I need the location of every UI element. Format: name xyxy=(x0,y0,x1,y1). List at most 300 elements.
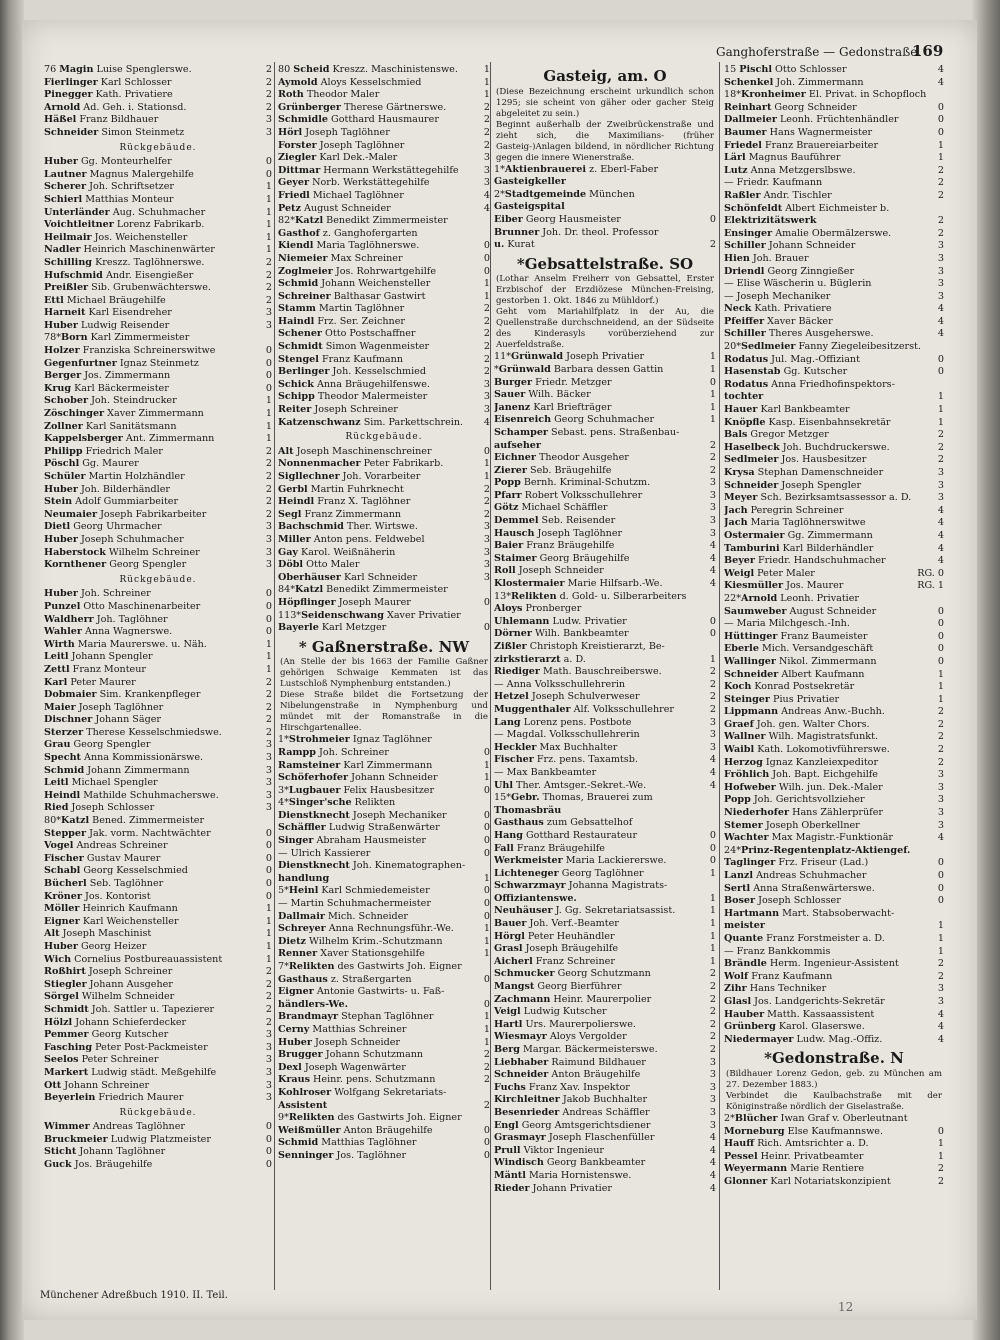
resident-name: Janenz Karl Briefträger xyxy=(494,401,612,413)
resident-name: 113*Seidenschwang Xaver Privatier xyxy=(278,609,461,621)
resident-entry xyxy=(494,189,716,202)
resident-entry xyxy=(278,165,490,178)
floor-number: 3 xyxy=(265,1029,272,1041)
resident-name: Schmucker Georg Schutzmann xyxy=(494,968,651,980)
floor-number: 1 xyxy=(265,408,272,420)
floor-number: 3 xyxy=(709,1069,716,1081)
floor-number: 2 xyxy=(265,991,272,1003)
resident-entry xyxy=(724,1021,944,1034)
floor-number: 2 xyxy=(265,496,272,508)
resident-name: Zollner Karl Sanitätsmann xyxy=(44,420,177,432)
floor-number: 2 xyxy=(265,471,272,482)
resident-entry xyxy=(494,805,716,818)
resident-entry xyxy=(494,880,716,893)
resident-entry xyxy=(44,1159,272,1172)
floor-number: 3 xyxy=(265,764,272,776)
resident-entry xyxy=(494,389,716,402)
resident-entry xyxy=(44,878,272,891)
resident-name: Graef Joh. gen. Walter Chors. xyxy=(724,718,870,730)
resident-name: Bruckmeier Ludwig Platzmeister xyxy=(44,1133,211,1145)
floor-number xyxy=(487,860,490,873)
resident-entry xyxy=(494,616,716,629)
resident-entry xyxy=(44,181,272,194)
resident-entry xyxy=(278,102,490,115)
floor-number: 1 xyxy=(483,278,490,290)
resident-entry xyxy=(278,1062,490,1075)
resident-entry xyxy=(278,610,490,623)
resident-name: Forster Joseph Taglöhner xyxy=(278,139,405,151)
floor-number: 0 xyxy=(937,1125,944,1137)
resident-name: Fasching Peter Post-Packmeister xyxy=(44,1041,208,1053)
floor-number xyxy=(713,427,716,440)
resident-name: Zoglmeier Jos. Rohrwartgehilfe xyxy=(278,265,437,277)
resident-entry xyxy=(278,1100,490,1113)
floor-number: 2 xyxy=(265,1016,272,1028)
resident-entry xyxy=(494,691,716,704)
floor-number: 0 xyxy=(709,855,716,867)
floor-number: 3 xyxy=(265,1092,272,1104)
resident-name: — Joseph Mechaniker xyxy=(724,290,831,302)
resident-name: Philipp Friedrich Maler xyxy=(44,445,163,457)
resident-entry xyxy=(278,266,490,279)
resident-entry xyxy=(494,1094,716,1107)
resident-entry xyxy=(44,270,272,283)
floor-number: 2 xyxy=(937,731,944,743)
floor-number: 3 xyxy=(709,729,716,741)
floor-number xyxy=(941,593,944,606)
floor-number: 1 xyxy=(265,903,272,915)
street-heading: Gasteig, am. O xyxy=(543,67,667,85)
resident-entry xyxy=(724,883,944,896)
resident-name: Nadler Heinrich Maschinenwärter xyxy=(44,244,215,256)
resident-name: Holzer Franziska Schreinerswitwe xyxy=(44,345,216,357)
resident-name: Schiller Johann Schneider xyxy=(724,240,856,252)
resident-entry xyxy=(724,480,944,493)
resident-name: Dallmeier Leonh. Früchtenhändler xyxy=(724,114,899,126)
floor-number: 2 xyxy=(483,1074,490,1086)
resident-name: Haindl Frz. Ser. Zeichner xyxy=(278,315,405,327)
resident-name: Kraus Heinr. pens. Schutzmann xyxy=(278,1074,436,1086)
resident-entry xyxy=(278,228,490,241)
resident-name: Scherer Joh. Schriftsetzer xyxy=(44,181,174,193)
resident-entry xyxy=(44,828,272,841)
floor-number: 4 xyxy=(709,540,716,552)
directory-column-1 xyxy=(44,64,272,1172)
resident-entry xyxy=(278,471,490,484)
resident-entry xyxy=(724,253,944,266)
resident-name: Wich Cornelius Postbureauassistent xyxy=(44,953,223,965)
resident-name: Thomasbräu xyxy=(494,804,562,816)
resident-entry xyxy=(44,1080,272,1093)
resident-entry xyxy=(724,1163,944,1176)
resident-entry xyxy=(494,201,716,214)
resident-name: Baier Franz Bräugehilfe xyxy=(494,540,615,552)
street-note: (Bildhauer Lorenz Gedon, geb. zu München am 27. Dezember 1883.) xyxy=(726,1068,942,1090)
floor-number: 1 xyxy=(937,1138,944,1150)
resident-name: Schick Anna Bräugehilfenswe. xyxy=(278,378,430,390)
floor-number xyxy=(713,880,716,893)
resident-entry xyxy=(494,754,716,767)
floor-number: 2 xyxy=(483,114,490,126)
resident-name: Sertl Anna Straßenwärterswe. xyxy=(724,882,875,894)
floor-number: 2 xyxy=(709,993,716,1005)
floor-number: 0 xyxy=(937,605,944,617)
floor-number: 2 xyxy=(709,1018,716,1030)
floor-number: 1 xyxy=(265,193,272,205)
floor-number: 1 xyxy=(937,139,944,151)
resident-entry xyxy=(44,664,272,677)
resident-entry xyxy=(724,769,944,782)
floor-number: 2 xyxy=(483,1049,490,1061)
resident-name: Roth Theodor Maler xyxy=(278,89,380,101)
resident-name: Prull Viktor Ingenieur xyxy=(494,1144,604,1156)
floor-number: 3 xyxy=(937,781,944,793)
floor-number xyxy=(713,641,716,654)
resident-name: Huber Gg. Monteurhelfer xyxy=(44,156,172,168)
resident-name: Huber Georg Heizer xyxy=(44,940,147,952)
resident-name: Eisenreich Georg Schuhmacher xyxy=(494,414,655,426)
floor-number: 0 xyxy=(937,126,944,138)
resident-name: Aymold Aloys Kesselschmied xyxy=(278,76,422,88)
resident-name: Dischner Johann Säger xyxy=(44,714,162,726)
page-header xyxy=(700,42,960,62)
resident-entry xyxy=(724,845,944,858)
resident-name: — Franz Bankkommis xyxy=(724,945,831,957)
street-note: (An Stelle der bis 1663 der Familie Gaßner gehörigen Schwaige Kemmaten ist das Lustschloß Nymphenburg entstanden.) xyxy=(280,657,488,690)
resident-entry xyxy=(44,752,272,765)
street-heading: *Gebsattelstraße. SO xyxy=(516,254,694,273)
floor-number: 0 xyxy=(937,101,944,113)
resident-entry xyxy=(278,810,490,823)
resident-entry xyxy=(724,190,944,203)
floor-number: 4 xyxy=(709,1182,716,1194)
floor-number: 2 xyxy=(709,703,716,715)
floor-number: 1 xyxy=(265,928,272,940)
floor-number: 0 xyxy=(709,842,716,854)
resident-entry xyxy=(724,127,944,140)
resident-entry xyxy=(494,943,716,956)
resident-name: Boser Joseph Schlosser xyxy=(724,895,841,907)
resident-entry xyxy=(44,295,272,308)
floor-number xyxy=(941,203,944,216)
resident-entry xyxy=(44,433,272,446)
floor-number: 3 xyxy=(709,502,716,514)
resident-name: Dietz Wilhelm Krim.-Schutzmann xyxy=(278,935,443,947)
resident-entry xyxy=(44,509,272,522)
floor-number: 4 xyxy=(937,76,944,88)
resident-entry xyxy=(44,815,272,828)
resident-entry xyxy=(278,597,490,610)
resident-entry xyxy=(724,165,944,178)
resident-entry xyxy=(278,974,490,987)
resident-name: Weyermann Marie Rentiere xyxy=(724,1163,865,1175)
resident-name: Höpflinger Joseph Maurer xyxy=(278,596,411,608)
resident-entry xyxy=(278,404,490,417)
floor-number: 1 xyxy=(709,351,716,363)
resident-name: Grünberg Karol. Glaserswe. xyxy=(724,1021,865,1033)
floor-number: 0 xyxy=(265,1133,272,1145)
resident-entry xyxy=(44,1067,272,1080)
floor-number: 2 xyxy=(937,958,944,970)
resident-entry xyxy=(44,954,272,967)
resident-name: Roll Joseph Schneider xyxy=(494,565,604,577)
floor-number xyxy=(713,603,716,616)
resident-name: Staimer Georg Bräugehilfe xyxy=(494,552,630,564)
floor-number: 2 xyxy=(709,691,716,703)
resident-entry xyxy=(278,509,490,522)
resident-name: Friedl Michael Taglöhner xyxy=(278,189,404,201)
floor-number: 0 xyxy=(937,353,944,365)
resident-entry xyxy=(724,794,944,807)
resident-name: Hartl Urs. Maurerpolierswe. xyxy=(494,1018,636,1030)
floor-number: 1 xyxy=(483,76,490,88)
floor-number: 1 xyxy=(709,918,716,930)
floor-number: 3 xyxy=(265,559,272,571)
resident-name: Engl Georg Amtsgerichtsdiener xyxy=(494,1119,651,1131)
floor-number: 1 xyxy=(483,772,490,784)
resident-entry xyxy=(724,102,944,115)
resident-name: — Ulrich Kassierer xyxy=(278,847,371,859)
resident-name: Dexl Joseph Wagenwärter xyxy=(278,1061,406,1073)
resident-entry xyxy=(44,891,272,904)
floor-number: 0 xyxy=(483,835,490,847)
resident-entry xyxy=(278,747,490,760)
resident-entry xyxy=(278,547,490,560)
resident-entry xyxy=(278,1037,490,1050)
floor-number: 2 xyxy=(483,483,490,495)
resident-name: 18*Kronheimer El. Privat. in Schopfloch xyxy=(724,89,927,101)
floor-number: 0 xyxy=(483,998,490,1010)
floor-number xyxy=(487,734,490,747)
floor-number: 2 xyxy=(937,744,944,756)
floor-number: 1 xyxy=(483,471,490,482)
resident-entry xyxy=(494,164,716,177)
floor-number: 0 xyxy=(937,882,944,894)
floor-number: 0 xyxy=(265,600,272,612)
floor-number: 3 xyxy=(265,126,272,138)
resident-entry xyxy=(494,666,716,679)
resident-name: Eigner Antonie Gastwirts- u. Faß- xyxy=(278,986,445,998)
resident-name: Sterzer Therese Kesselschmiedswe. xyxy=(44,726,222,738)
resident-name: Dienstknecht Joh. Kinematographen- xyxy=(278,860,466,872)
resident-name: Schneider Anton Bräugehilfe xyxy=(494,1069,641,1081)
floor-number: 2 xyxy=(265,508,272,520)
resident-name: Zierer Seb. Bräugehilfe xyxy=(494,464,612,476)
resident-name: Schmid Johann Weichensteller xyxy=(278,278,431,290)
resident-entry xyxy=(44,714,272,727)
resident-entry xyxy=(44,979,272,992)
resident-entry xyxy=(724,203,944,216)
resident-name: Leitl Johann Spengler xyxy=(44,651,153,663)
floor-number: 0 xyxy=(265,345,272,357)
resident-name: Götz Michael Schäffler xyxy=(494,502,608,514)
resident-entry xyxy=(494,1120,716,1133)
resident-name: Sedlmeier Jos. Hausbesitzer xyxy=(724,454,867,466)
resident-name: Huber Joseph Schuhmacher xyxy=(44,533,184,545)
floor-number: 2 xyxy=(937,1175,944,1187)
floor-number: RG. 1 xyxy=(917,580,944,592)
floor-number: 2 xyxy=(483,315,490,327)
resident-entry xyxy=(278,622,490,635)
resident-name: Riediger Math. Bauschreiberswe. xyxy=(494,666,662,678)
floor-number: 4 xyxy=(937,529,944,541)
resident-entry xyxy=(724,568,944,581)
floor-number: 2 xyxy=(937,718,944,730)
floor-number: 1 xyxy=(937,668,944,680)
resident-entry xyxy=(278,64,490,77)
floor-number: 3 xyxy=(937,290,944,302)
floor-number xyxy=(487,797,490,810)
resident-name: 80*Katzl Bened. Zimmermeister xyxy=(44,815,205,827)
floor-number: 2 xyxy=(937,189,944,201)
floor-number: 2 xyxy=(265,458,272,470)
resident-entry xyxy=(44,458,272,471)
resident-name: Eiber Georg Hausmeister xyxy=(494,213,621,225)
resident-entry xyxy=(724,152,944,165)
resident-entry xyxy=(494,578,716,591)
resident-name: Eberle Mich. Versandgeschäft xyxy=(724,643,874,655)
resident-name: Hauff Rich. Amtsrichter a. D. xyxy=(724,1138,869,1150)
resident-entry xyxy=(494,1057,716,1070)
resident-entry xyxy=(278,948,490,961)
floor-number: 1 xyxy=(483,1023,490,1035)
resident-name: Schneider Simon Steinmetz xyxy=(44,126,185,138)
resident-name: Stemer Joseph Oberkellner xyxy=(724,819,860,831)
resident-entry xyxy=(44,219,272,232)
floor-number: 4 xyxy=(937,517,944,529)
resident-name: Hörl Joseph Taglöhner xyxy=(278,126,390,138)
resident-name: Glasl Jos. Landgerichts-Sekretär xyxy=(724,995,885,1007)
resident-name: Häßel Franz Bildhauer xyxy=(44,114,159,126)
resident-name: Reiter Joseph Schreiner xyxy=(278,404,398,416)
resident-entry xyxy=(44,257,272,270)
section-subheading: Rückgebäude. xyxy=(345,432,423,443)
resident-name: Knöpfle Kasp. Eisenbahnsekretär xyxy=(724,416,891,428)
resident-entry xyxy=(278,1125,490,1138)
floor-number: 1 xyxy=(483,1011,490,1023)
floor-number: 0 xyxy=(483,746,490,758)
resident-entry xyxy=(278,379,490,392)
resident-name: 13*Relikten d. Gold- u. Silberarbeiters xyxy=(494,590,687,602)
resident-name: Hetzel Joseph Schulverweser xyxy=(494,691,640,703)
resident-entry xyxy=(724,656,944,669)
resident-name: Wallinger Nikol. Zimmermann xyxy=(724,655,877,667)
resident-entry xyxy=(494,1031,716,1044)
floor-number: 4 xyxy=(483,416,490,428)
resident-name: Ott Johann Schreiner xyxy=(44,1079,150,1091)
floor-number: 1 xyxy=(937,920,944,932)
resident-name: Schober Joh. Steindrucker xyxy=(44,395,177,407)
floor-number: 1 xyxy=(265,231,272,243)
resident-entry xyxy=(278,484,490,497)
floor-number: 2 xyxy=(709,1006,716,1018)
resident-entry xyxy=(494,843,716,856)
floor-number: 3 xyxy=(709,1056,716,1068)
resident-name: Fierlinger Karl Schlosser xyxy=(44,76,172,88)
resident-entry xyxy=(44,991,272,1004)
resident-name: Huber Joh. Schreiner xyxy=(44,588,151,600)
floor-number: 4 xyxy=(937,1008,944,1020)
floor-number: 0 xyxy=(483,809,490,821)
resident-name: Schiller Theres Ausgeherswe. xyxy=(724,328,874,340)
resident-name: Lichteneger Georg Taglöhner xyxy=(494,867,644,879)
resident-entry xyxy=(724,895,944,908)
resident-name: Hausch Joseph Taglöhner xyxy=(494,527,623,539)
resident-name: Berg Margar. Bäckermeisterswe. xyxy=(494,1044,658,1055)
floor-number: 3 xyxy=(937,794,944,806)
resident-entry xyxy=(494,515,716,528)
resident-entry xyxy=(278,114,490,127)
resident-entry xyxy=(494,402,716,415)
floor-number xyxy=(713,189,716,202)
resident-name: *Grünwald Barbara dessen Gattin xyxy=(494,363,664,375)
resident-name: Schönfeldt Albert Eichmeister b. xyxy=(724,202,890,214)
resident-name: Driendl Georg Zinngießer xyxy=(724,265,855,277)
floor-number: 2 xyxy=(709,464,716,476)
resident-entry xyxy=(724,303,944,316)
resident-name: Nonnenmacher Peter Fabrikarb. xyxy=(278,458,444,470)
resident-name: Berlinger Joh. Kesselschmied xyxy=(278,366,426,378)
column-rule xyxy=(274,62,275,1290)
resident-entry xyxy=(44,102,272,115)
floor-number: 1 xyxy=(265,663,272,675)
floor-number: 4 xyxy=(483,189,490,201)
resident-name: Dittmar Hermann Werkstättegehilfe xyxy=(278,164,459,176)
resident-name: Dörner Wilh. Bankbeamter xyxy=(494,628,629,640)
resident-entry xyxy=(278,822,490,835)
floor-number: 3 xyxy=(709,489,716,501)
resident-entry xyxy=(494,817,716,830)
resident-entry xyxy=(724,404,944,417)
resident-entry xyxy=(724,1113,944,1126)
resident-name: Vogel Andreas Schreiner xyxy=(44,840,168,852)
floor-number: 2 xyxy=(265,701,272,713)
resident-entry xyxy=(494,176,716,189)
resident-entry xyxy=(724,114,944,127)
resident-entry xyxy=(278,291,490,304)
resident-entry xyxy=(44,651,272,664)
floor-number: 2 xyxy=(709,968,716,980)
floor-number: 4 xyxy=(937,303,944,315)
floor-number: 4 xyxy=(709,565,716,577)
resident-entry xyxy=(724,442,944,455)
floor-number xyxy=(487,584,490,597)
resident-name: Ried Joseph Schlosser xyxy=(44,802,155,814)
floor-number: 0 xyxy=(483,1124,490,1136)
floor-number: 4 xyxy=(937,328,944,340)
floor-number: 0 xyxy=(483,240,490,252)
floor-number: 2 xyxy=(483,101,490,113)
floor-number: 0 xyxy=(709,829,716,841)
resident-name: Wachter Max Magistr.-Funktionär xyxy=(724,832,893,844)
street-note: Diese Straße bildet die Fortsetzung der Nibelungenstraße in Nymphenburg und mündet mit der Romanstraße in die Hirschgartenallee. xyxy=(280,690,488,734)
resident-name: Gasteigspital xyxy=(494,201,565,213)
resident-entry xyxy=(724,996,944,1009)
resident-name: Döbl Otto Maler xyxy=(278,559,360,571)
resident-entry xyxy=(44,358,272,371)
resident-entry xyxy=(278,458,490,471)
resident-entry xyxy=(278,253,490,266)
resident-name: Kröner Jos. Kontorist xyxy=(44,890,151,902)
floor-number: 2 xyxy=(265,256,272,268)
resident-entry xyxy=(724,240,944,253)
resident-entry xyxy=(724,328,944,341)
floor-number: 3 xyxy=(483,391,490,403)
floor-number: 2 xyxy=(709,452,716,464)
resident-name: Neuhäuser J. Gg. Sekretariatsassist. xyxy=(494,905,676,917)
resident-entry xyxy=(724,782,944,795)
resident-entry xyxy=(494,742,716,755)
